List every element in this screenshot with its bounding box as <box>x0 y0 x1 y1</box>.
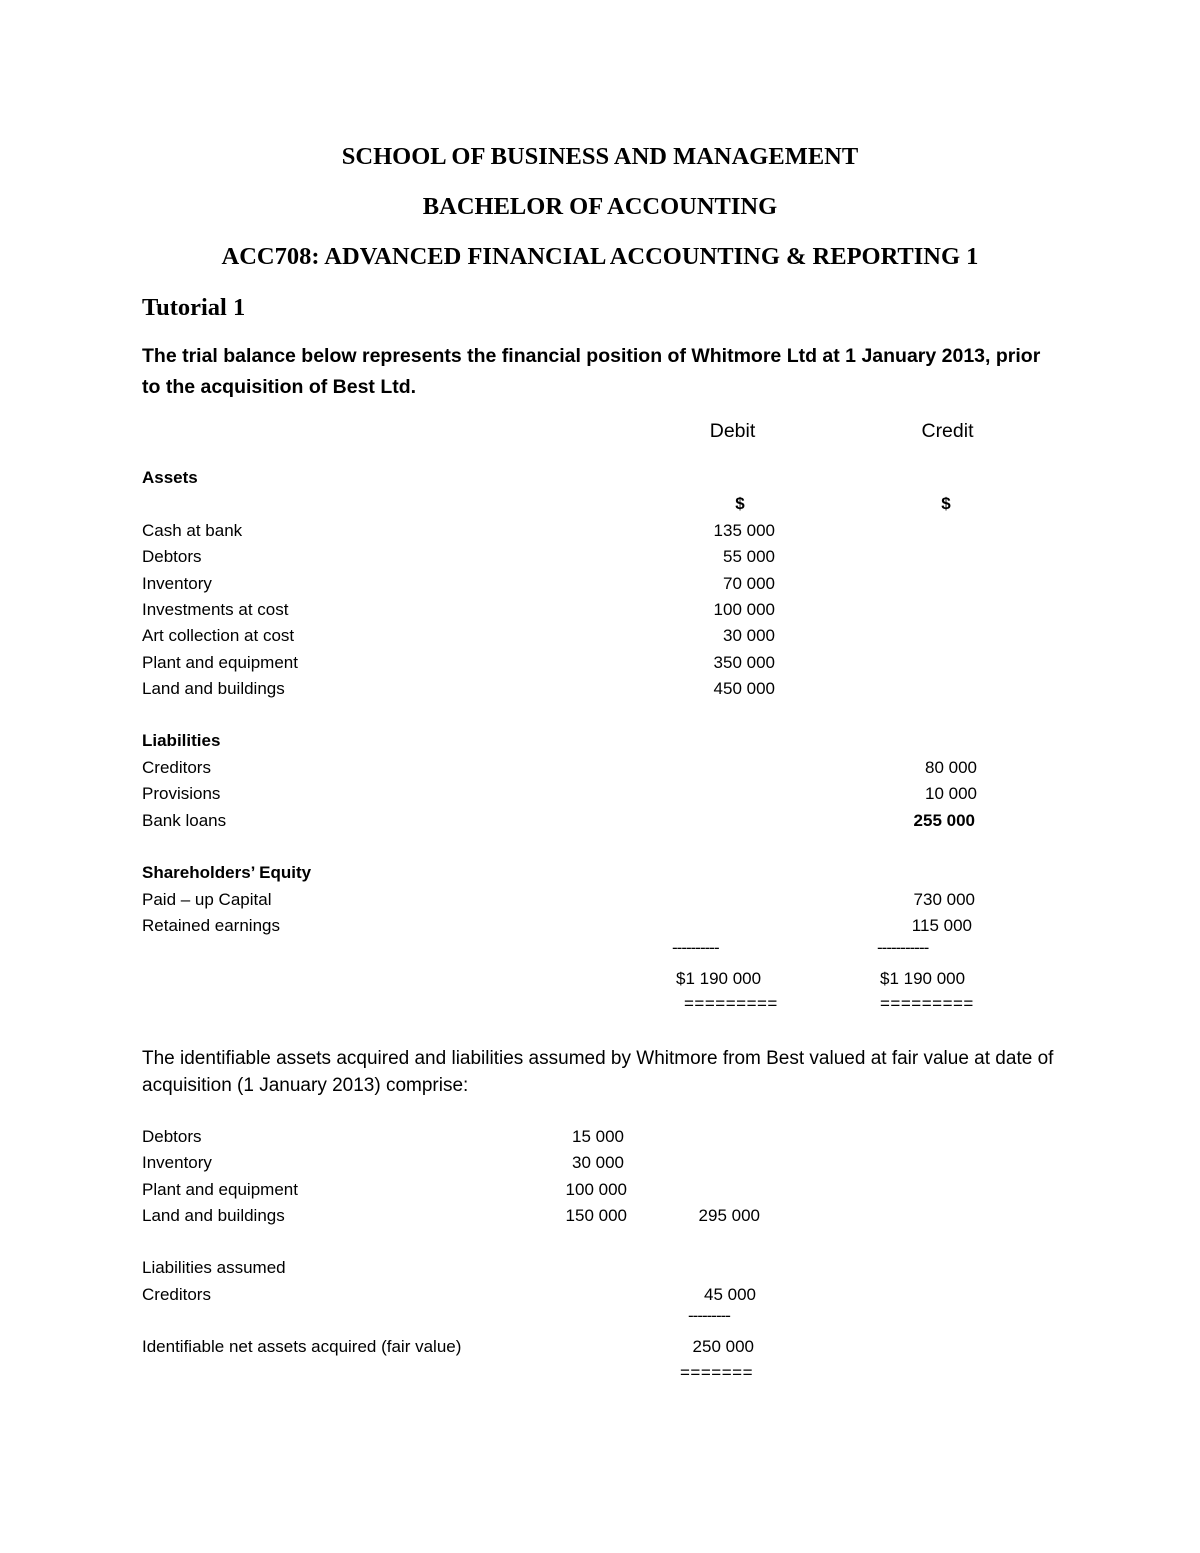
acq-asset-value: 100 000 <box>565 1180 627 1199</box>
debit-double-rule: ========= <box>684 994 778 1013</box>
liabilities-title: Liabilities <box>142 731 221 750</box>
asset-debit: 30 000 <box>723 626 775 645</box>
asset-label: Debtors <box>142 547 202 566</box>
asset-label: Investments at cost <box>142 600 289 619</box>
tutorial-title: Tutorial 1 <box>142 294 246 321</box>
asset-debit: 450 000 <box>713 679 775 698</box>
asset-label: Land and buildings <box>142 679 285 698</box>
credit-header: Credit <box>921 420 974 442</box>
asset-label: Art collection at cost <box>142 626 295 645</box>
school-heading: SCHOOL OF BUSINESS AND MANAGEMENT <box>341 143 859 170</box>
liability-label: Creditors <box>142 758 211 777</box>
equity-title: Shareholders’ Equity <box>142 863 312 882</box>
acq-assets-subtotal: 295 000 <box>698 1206 760 1225</box>
acq-asset-label: Plant and equipment <box>142 1180 298 1199</box>
liability-credit: 10 000 <box>925 784 977 803</box>
acq-asset-label: Debtors <box>142 1127 202 1146</box>
acq-liability-label: Creditors <box>142 1285 211 1304</box>
debit-currency: $ <box>735 494 745 513</box>
acq-asset-label: Land and buildings <box>142 1206 285 1225</box>
acq-asset-value: 15 000 <box>572 1127 624 1146</box>
asset-debit: 70 000 <box>723 574 775 593</box>
assets-title: Assets <box>142 468 198 487</box>
acq-liability-value: 45 000 <box>704 1285 756 1304</box>
acq-double-rule: ======= <box>680 1363 753 1382</box>
liability-label: Bank loans <box>142 811 227 830</box>
acq-net-value: 250 000 <box>692 1337 754 1356</box>
equity-credit: 730 000 <box>913 890 975 909</box>
acq-asset-value: 30 000 <box>572 1153 624 1172</box>
debit-header: Debit <box>709 420 756 442</box>
debit-total: $1 190 000 <box>676 969 762 988</box>
program-heading: BACHELOR OF ACCOUNTING <box>422 193 778 220</box>
equity-credit: 115 000 <box>911 916 972 935</box>
asset-label: Plant and equipment <box>142 653 298 672</box>
liability-credit: 255 000 <box>913 811 975 830</box>
liability-label: Provisions <box>142 784 221 803</box>
asset-debit: 350 000 <box>713 653 775 672</box>
acq-asset-value: 150 000 <box>565 1206 627 1225</box>
asset-debit: 135 000 <box>713 521 775 540</box>
asset-debit: 100 000 <box>713 600 775 619</box>
debit-rule: ---------- <box>672 938 719 957</box>
asset-debit: 55 000 <box>723 547 775 566</box>
acq-asset-label: Inventory <box>142 1153 212 1172</box>
asset-label: Inventory <box>142 574 212 593</box>
intro-paragraph: The trial balance below represents the financial position of Whitmore Ltd at 1 January 2013, prior to the acquisition of Best Ltd. <box>142 345 1041 398</box>
asset-label: Cash at bank <box>142 521 243 540</box>
equity-label: Retained earnings <box>142 916 280 935</box>
acquisition-paragraph: The identifiable assets acquired and liabilities assumed by Whitmore from Best valued at fair value at date of acquisition (1 January 2013) comprise: <box>142 1048 1054 1096</box>
liability-credit: 80 000 <box>925 758 977 777</box>
course-heading: ACC708: ADVANCED FINANCIAL ACCOUNTING & REPORTING 1 <box>221 243 979 270</box>
credit-total: $1 190 000 <box>880 969 966 988</box>
acq-rule: --------- <box>688 1306 730 1325</box>
acq-liabilities-title: Liabilities assumed <box>142 1258 286 1277</box>
credit-currency: $ <box>941 494 951 513</box>
credit-rule: ----------- <box>877 938 929 957</box>
acq-net-label: Identifiable net assets acquired (fair value) <box>142 1337 462 1356</box>
credit-double-rule: ========= <box>880 994 974 1013</box>
equity-label: Paid – up Capital <box>142 890 272 909</box>
